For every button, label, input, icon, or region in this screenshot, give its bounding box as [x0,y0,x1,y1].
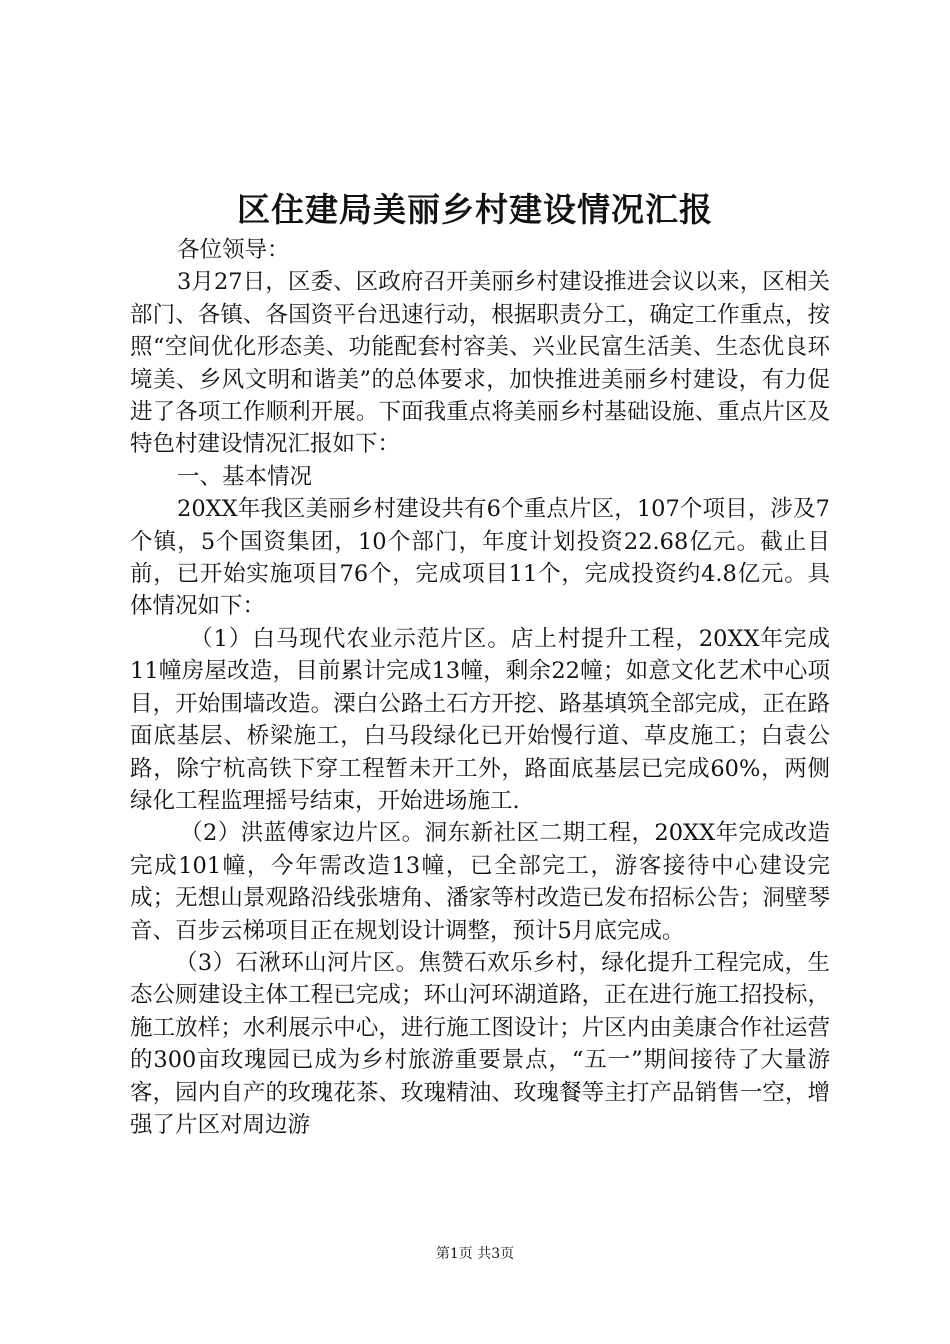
salutation-paragraph: 各位领导： [177,237,290,263]
overview-paragraph: 20XX年我区美丽乡村建设共有6个重点片区，107个项目，涉及7个镇，5个国资集团，10个部门，年度计划投资22.68亿元。截止目前，已开始实施项目76个，完成项目11个，完成投资约4.8亿元。具体情况如下： [130,496,830,620]
item-3-paragraph: （3）石湫环山河片区。焦赞石欢乐乡村，绿化提升工程完成，生态公厕建设主体工程已完成；环山河环湖道路，正在进行施工招投标，施工放样；水利展示中心，进行施工图设计；片区内由美康合作社运营的300亩玫瑰园已成为乡村旅游重要景点，“五一”期间接待了大量游客，园内自产的玫瑰花茶、玫瑰精油、玫瑰餐等主打产品销售一空，增强了片区对周边游 [130,949,830,1138]
item-2-paragraph: （2）洪蓝傅家边片区。洞东新社区二期工程，20XX年完成改造完成101幢，今年需改造13幢，已全部完工，游客接待中心建设完成；无想山景观路沿线张塘角、潘家等村改造已发布招标公告；洞壁琴音、百步云梯项目正在规划设计调整，预计5月底完成。 [130,820,830,944]
document-body [130,234,830,1141]
page-footer: 第1页 共3页 [435,1246,515,1262]
document-title: 区住建局美丽乡村建设情况汇报 [237,190,713,229]
intro-paragraph: 3月27日，区委、区政府召开美丽乡村建设推进会议以来，区相关部门、各镇、各国资平台迅速行动，根据职责分工，确定工作重点，按照“空间优化形态美、功能配套村容美、兴业民富生活美、生态优良环境美、乡风文明和谐美”的总体要求，加快推进美丽乡村建设，有力促进了各项工作顺利开展。下面我重点将美丽乡村基础设施、重点片区及特色村建设情况汇报如下： [130,269,830,458]
section-heading-basic-situation: 一、基本情况 [177,463,313,490]
item-1-paragraph: （1）白马现代农业示范片区。店上村提升工程，20XX年完成11幢房屋改造，目前累计完成13幢，剩余22幢；如意文化艺术中心项目，开始围墙改造。溧白公路土石方开挖、路基填筑全部完成，正在路面底基层、桥梁施工，白马段绿化已开始慢行道、草皮施工；白袁公路，除宁杭高铁下穿工程暂未开工外，路面底基层已完成60%，两侧绿化工程监理摇号结束，开始进场施工. [130,625,830,814]
